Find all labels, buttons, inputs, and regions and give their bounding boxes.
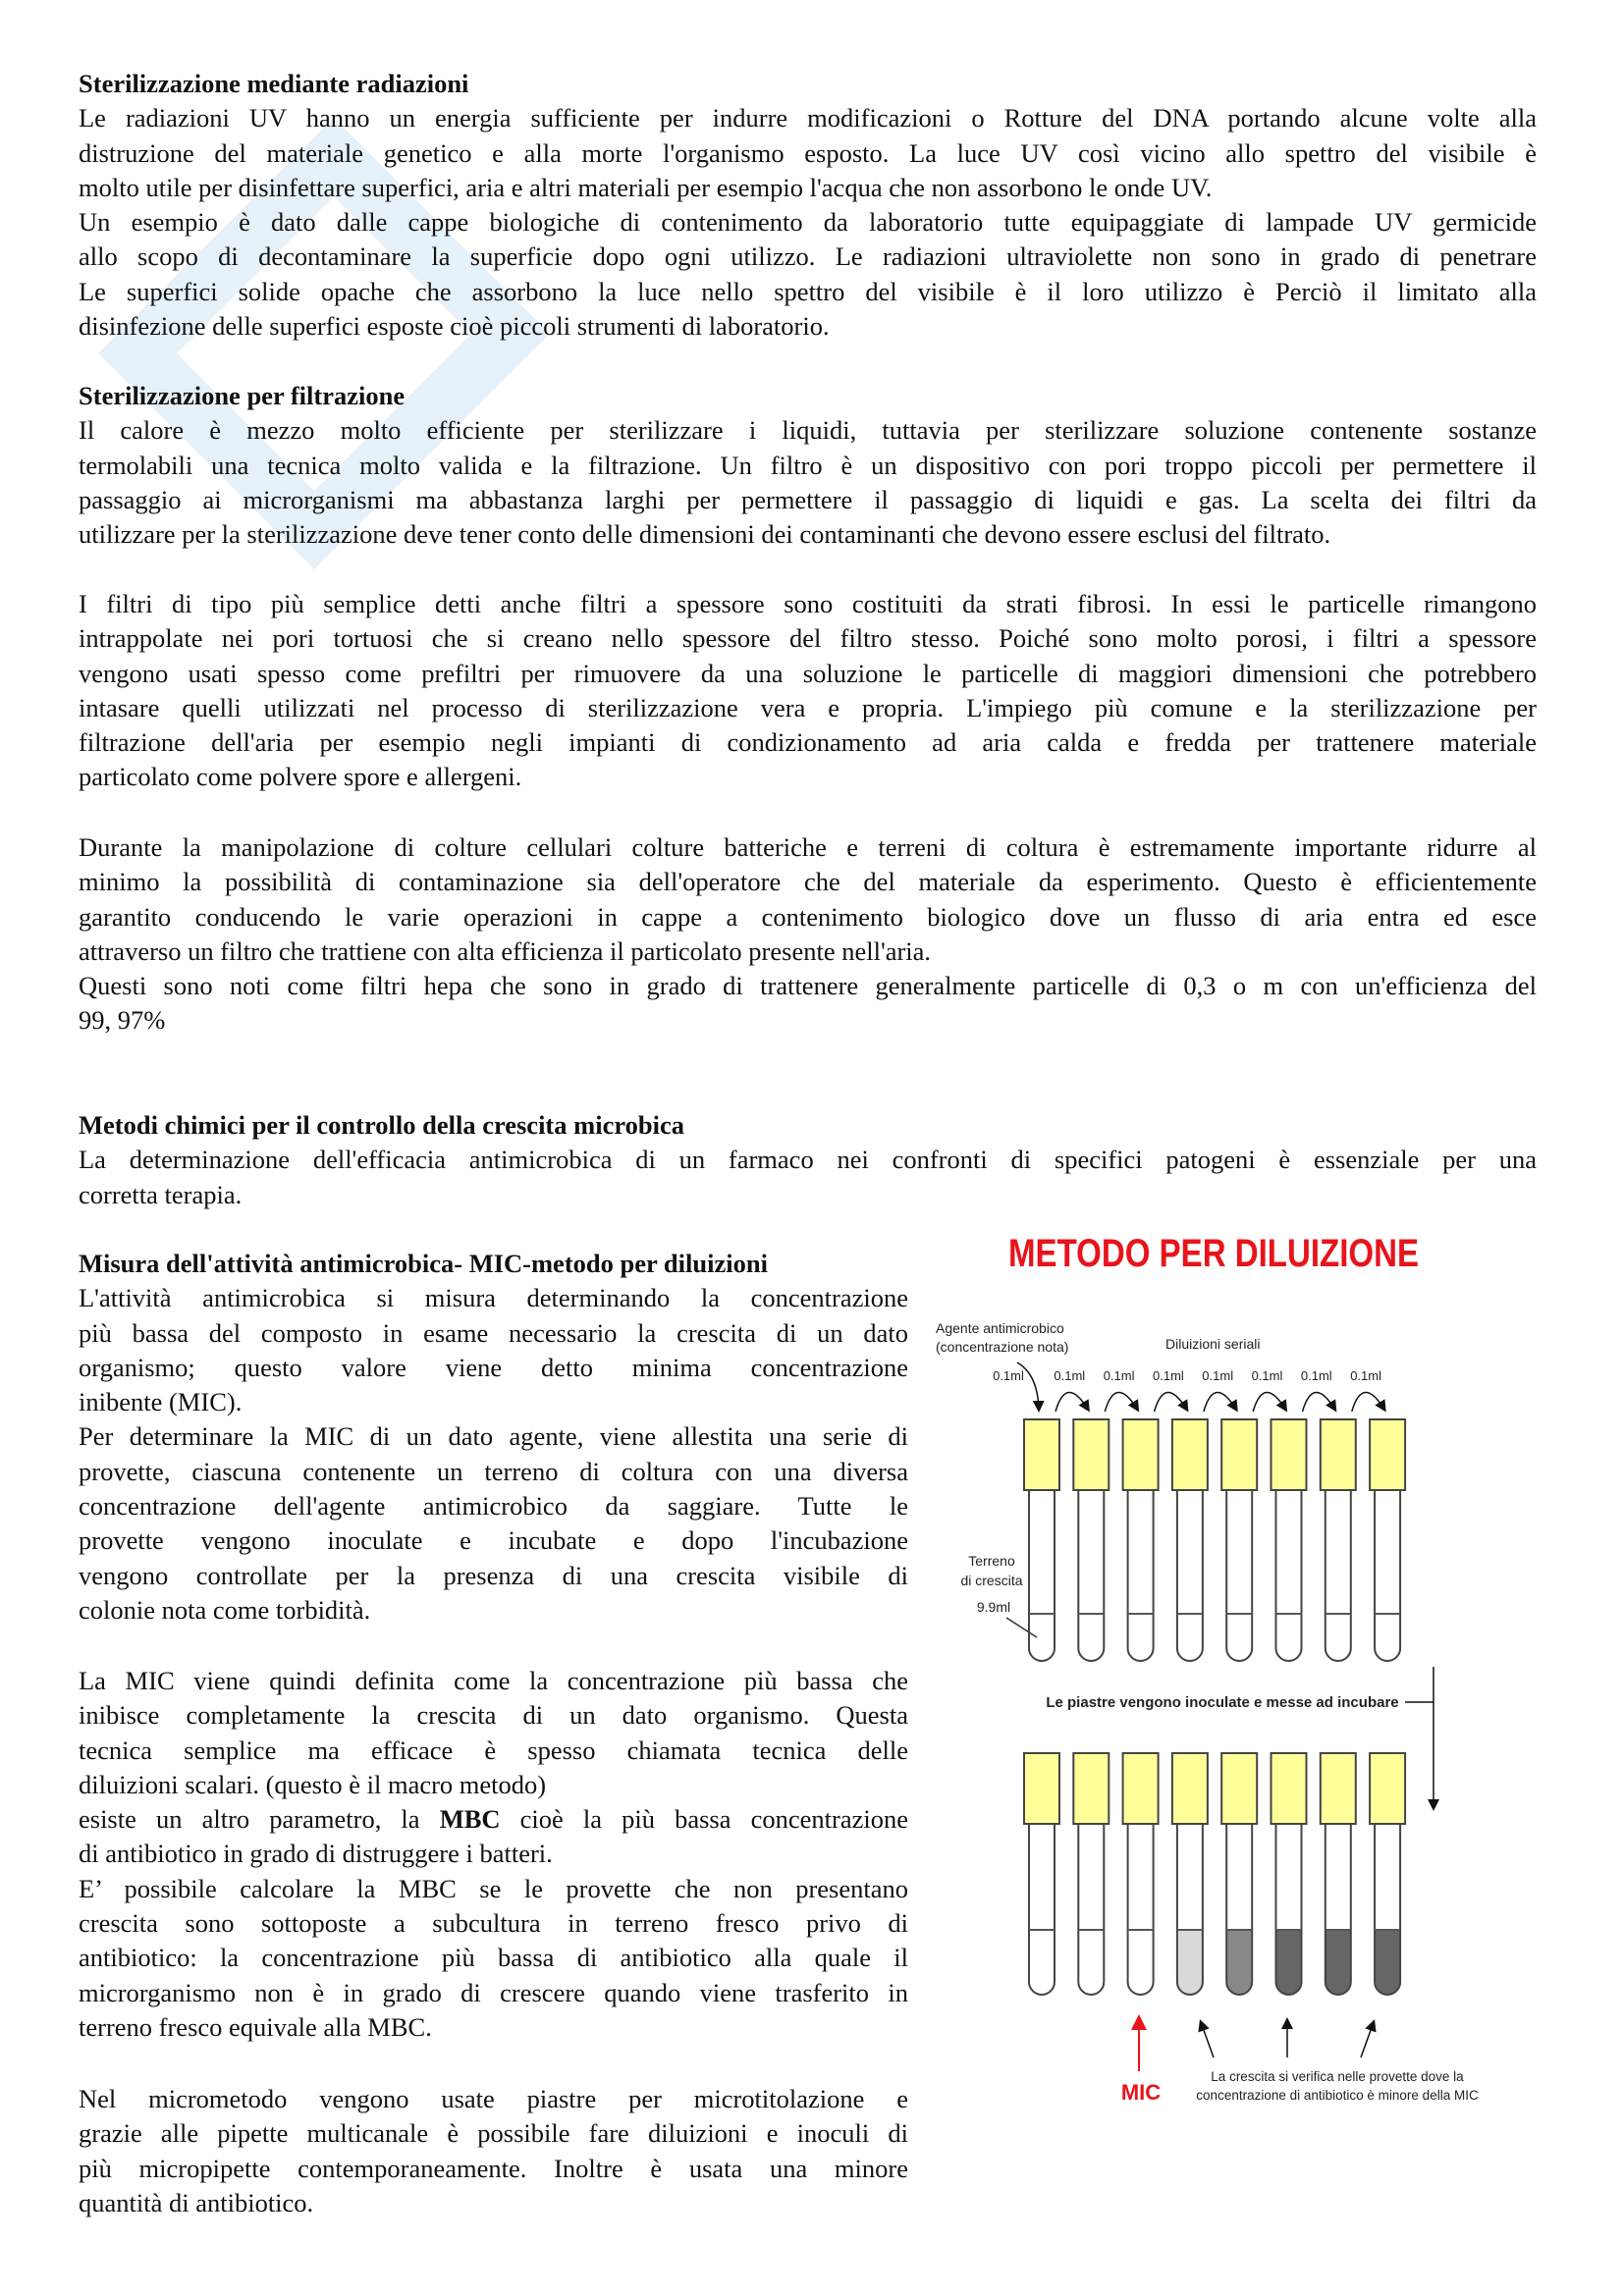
text-line: La determinazione dell'efficacia antimicrobica di un farmaco nei confronti di specifici patogeni è essenziale per una — [79, 1145, 1537, 1175]
tube-cap — [1370, 1753, 1405, 1824]
growth-arrow — [1361, 2022, 1374, 2057]
transfer-arrow — [1105, 1392, 1137, 1412]
text-line: intrappolate nei pori tortuosi che si creano nello spessore del filtro stesso. Poiché sono molto porosi, i filtri a spessore — [79, 623, 1537, 654]
test-tube — [1325, 1824, 1351, 1995]
test-tube — [1078, 1490, 1104, 1661]
paragraph-cappe-hepa — [79, 830, 1537, 1039]
tube-cap — [1073, 1753, 1109, 1824]
growth-caption-2: concentrazione di antibiotico è minore della MIC — [1196, 2088, 1479, 2103]
tube-cap — [1172, 1753, 1208, 1824]
volume-label: 0.1ml — [1153, 1368, 1184, 1383]
medium-label-1: Terreno — [968, 1553, 1015, 1569]
tube-cap — [1321, 1419, 1356, 1490]
text-line: Le radiazioni UV hanno un energia sufficiente per indurre modificazioni o Rotture del DNA portando alcune volte alla — [79, 103, 1537, 133]
text-line: tecnica semplice ma efficace è spesso chiamata tecnica delle — [79, 1735, 908, 1765]
text-line: Questi sono noti come filtri hepa che sono in grado di trattenere generalmente particelle di 0,3 o m con un'efficienza del — [79, 971, 1537, 1001]
medium-pointer — [1006, 1618, 1037, 1637]
tube-cap — [1123, 1419, 1159, 1490]
text-line — [79, 1802, 908, 1837]
volume-label: 0.1ml — [1202, 1368, 1234, 1383]
transfer-arrow — [1352, 1392, 1384, 1412]
transfer-arrow — [1204, 1392, 1236, 1412]
text-line: disinfezione delle superfici esposte cioè piccoli strumenti di laboratorio. — [79, 311, 830, 342]
section-metodi-chimici — [79, 1108, 1537, 1212]
section-sterilizzazione-filtrazione — [79, 379, 1537, 552]
mic-label: MIC — [1120, 2080, 1162, 2105]
text-line: corretta terapia. — [79, 1179, 243, 1209]
tube-cap — [1271, 1753, 1307, 1824]
test-tube — [1029, 1490, 1055, 1661]
text-line: microrganismo non è in grado di crescere quando viene trasferito in — [79, 1977, 908, 2007]
text-line: intasare quelli utilizzati nel processo di sterilizzazione vera e propria. L'impiego più comune e la sterilizzazione per — [79, 692, 1537, 722]
text-line: colonie nota come torbidità. — [79, 1594, 371, 1625]
text-line: passaggio ai microrganismi ma abbastanza larghi per permettere il passaggio di liquidi e gas. La scelta dei filtri da — [79, 484, 1537, 514]
text-line: L'attività antimicrobica si misura determinando la concentrazione — [79, 1283, 908, 1313]
transfer-arrow — [1055, 1392, 1088, 1412]
section-heading: Sterilizzazione per filtrazione — [79, 381, 406, 410]
figure-title: METODO PER DILUIZIONE — [1008, 1232, 1419, 1275]
text-line: Le superfici solide opache che assorbono la luce nello spettro del visibile è il loro utilizzo è Perciò il limitato alla — [79, 276, 1537, 306]
text-line: grazie alle pipette multicanale è possibile fare diluizioni e inoculi di — [79, 2118, 908, 2149]
text-line: antibiotico: la concentrazione più bassa di antibiotico alla quale il — [79, 1943, 908, 1973]
volume-label: 0.1ml — [1350, 1368, 1381, 1383]
tube-cap — [1073, 1419, 1109, 1490]
transfer-arrow — [1155, 1392, 1187, 1412]
text-line: provette vengono inoculate e incubate e dopo l'incubazione — [79, 1525, 908, 1556]
transfer-arrow — [1253, 1392, 1285, 1412]
tube-culture-fill — [1226, 1930, 1252, 1995]
text-line: distruzione del materiale genetico e alla morte l'organismo esposto. La luce UV così vicino allo spettro del visibile è — [79, 137, 1537, 168]
text-line: allo scopo di decontaminare la superficie dopo ogni utilizzo. Le radiazioni ultraviolette non sono in grado di penetrare — [79, 241, 1537, 272]
test-tube — [1375, 1490, 1400, 1661]
medium-label-3: 9.9ml — [976, 1599, 1011, 1615]
tube-cap — [1172, 1419, 1208, 1490]
agent-label-2: (concentrazione nota) — [936, 1339, 1069, 1355]
text-line: più micropipette contemporaneamente. Inoltre è usata una minore — [79, 2153, 908, 2183]
text-span: esiste un altro parametro, la — [79, 1804, 440, 1835]
tube-cap — [1123, 1753, 1159, 1824]
text-line: Il calore è mezzo molto efficiente per sterilizzare i liquidi, tuttavia per sterilizzare soluzione contenente sostanze — [79, 415, 1537, 446]
text-line: Per determinare la MIC di un dato agente, viene allestita una serie di — [79, 1421, 908, 1452]
bold-term: MBC — [439, 1804, 501, 1835]
growth-caption-1: La crescita si verifica nelle provette dove la — [1211, 2069, 1464, 2084]
text-line: E’ possibile calcolare la MBC se le provette che non presentano — [79, 1873, 908, 1903]
text-line: utilizzare per la sterilizzazione deve tener conto delle dimensioni dei contaminanti che devono essere esclusi del filtrato. — [79, 519, 1331, 550]
test-tube — [1325, 1490, 1351, 1661]
agent-label-1: Agente antimicrobico — [936, 1320, 1064, 1336]
test-tube — [1177, 1490, 1203, 1661]
section-heading: Sterilizzazione mediante radiazioni — [79, 69, 469, 98]
text-line: di antibiotico in grado di distruggere i batteri. — [79, 1839, 553, 1869]
text-line: attraverso un filtro che trattiene con alta efficienza il particolato presente nell'aria. — [79, 935, 932, 966]
tube-cap — [1321, 1753, 1356, 1824]
tube-culture-fill — [1276, 1930, 1302, 1995]
text-line: molto utile per disinfettare superfici, aria e altri materiali per esempio l'acqua che non assorbono le onde UV. — [79, 172, 1213, 202]
text-line: vengono usati spesso come prefiltri per rimuovere da una soluzione le particelle di maggiori dimensioni che potrebbero — [79, 658, 1537, 688]
tube-cap — [1024, 1753, 1059, 1824]
text-line: particolato come polvere spore e allergeni. — [79, 762, 522, 792]
text-line: quantità di antibiotico. — [79, 2187, 314, 2217]
paragraph-micrometodo — [79, 2082, 908, 2220]
text-line: diluizioni scalari. (questo è il macro metodo) — [79, 1769, 547, 1799]
section-sterilizzazione-radiazioni — [79, 67, 1537, 344]
test-tube — [1276, 1824, 1302, 1995]
text-line: vengono controllate per la presenza di una crescita visibile di — [79, 1560, 908, 1590]
tube-cap — [1370, 1419, 1405, 1490]
tube-cap — [1221, 1419, 1257, 1490]
text-line: terreno fresco equivale alla MBC. — [79, 2011, 432, 2042]
transfer-arrow — [1017, 1362, 1039, 1410]
tube-culture-fill — [1325, 1930, 1351, 1995]
text-line: Nel micrometodo vengono usate piastre per microtitolazione e — [79, 2084, 908, 2113]
test-tube — [1128, 1824, 1154, 1995]
text-span: cioè la più bassa concentrazione — [500, 1804, 908, 1835]
text-line: inibisce completamente la crescita di un dato organismo. Questa — [79, 1700, 908, 1731]
volume-label: 0.1ml — [1054, 1368, 1086, 1383]
test-tube — [1375, 1824, 1400, 1995]
text-line: minimo la possibilità di contaminazione sia dell'operatore che del materiale da esperimento. Questo è efficientemente — [79, 867, 1537, 897]
tube-culture-fill — [1029, 1930, 1055, 1995]
volume-label: 0.1ml — [1251, 1368, 1283, 1383]
test-tube — [1276, 1490, 1302, 1661]
text-line: termolabili una tecnica molto valida e la filtrazione. Un filtro è un dispositivo con pori troppo piccoli per permettere il — [79, 450, 1537, 480]
section-heading: Misura dell'attività antimicrobica- MIC-metodo per diluizioni — [79, 1249, 768, 1278]
test-tube — [1078, 1824, 1104, 1995]
tube-culture-fill — [1078, 1930, 1104, 1995]
growth-arrow — [1201, 2022, 1214, 2057]
test-tube — [1128, 1490, 1154, 1661]
text-line: filtrazione dell'aria per esempio negli impianti di condizionamento ad aria calda e fredda per trattenere materiale — [79, 727, 1537, 758]
text-line: più bassa del composto in esame necessario la crescita di un dato — [79, 1317, 908, 1348]
paragraph-filtri-spessore — [79, 587, 1537, 795]
medium-label-2: di crescita — [960, 1573, 1023, 1588]
serial-dilutions-label: Diluizioni seriali — [1165, 1336, 1261, 1352]
text-line: Durante la manipolazione di colture cellulari colture batteriche e terreni di coltura è estremamente importante ridurre al — [79, 832, 1537, 862]
volume-label: 0.1ml — [993, 1368, 1024, 1383]
transfer-arrow — [1303, 1392, 1335, 1412]
tube-culture-fill — [1128, 1930, 1154, 1995]
text-line: crescita sono sottoposte a subcultura in terreno fresco privo di — [79, 1908, 908, 1939]
test-tube — [1177, 1824, 1203, 1995]
text-line: inibente (MIC). — [79, 1387, 243, 1417]
text-line: concentrazione dell'agente antimicrobico da saggiare. Tutte le — [79, 1491, 908, 1522]
tube-culture-fill — [1177, 1930, 1203, 1995]
tube-cap — [1024, 1419, 1059, 1490]
text-line: Un esempio è dato dalle cappe biologiche di contenimento da laboratorio tutte equipaggiate di lampade UV germicide — [79, 207, 1537, 238]
test-tube — [1029, 1824, 1055, 1995]
section-misura-mic — [79, 1247, 908, 1628]
volume-label: 0.1ml — [1300, 1368, 1332, 1383]
text-line: I filtri di tipo più semplice detti anche filtri a spessore sono costituiti da strati fibrosi. In essi le particelle rimangono — [79, 589, 1537, 618]
tube-culture-fill — [1375, 1930, 1400, 1995]
text-line: provette, ciascuna contenente un terreno di coltura con una diversa — [79, 1456, 908, 1486]
incubate-label: Le piastre vengono inoculate e messe ad incubare — [1046, 1694, 1399, 1711]
tube-cap — [1221, 1753, 1257, 1824]
test-tube — [1226, 1490, 1252, 1661]
tube-cap — [1271, 1419, 1307, 1490]
text-line: garantito conducendo le varie operazioni in cappe a contenimento biologico dove un flusso di aria entra ed esce — [79, 901, 1537, 932]
text-line: 99, 97% — [79, 1005, 166, 1036]
paragraph-mic-mbc — [79, 1664, 908, 2045]
test-tube — [1226, 1824, 1252, 1995]
text-line: organismo; questo valore viene detto minima concentrazione — [79, 1352, 908, 1382]
text-line: La MIC viene quindi definita come la concentrazione più bassa che — [79, 1666, 908, 1695]
volume-label: 0.1ml — [1103, 1368, 1135, 1383]
section-heading: Metodi chimici per il controllo della crescita microbica — [79, 1110, 684, 1140]
